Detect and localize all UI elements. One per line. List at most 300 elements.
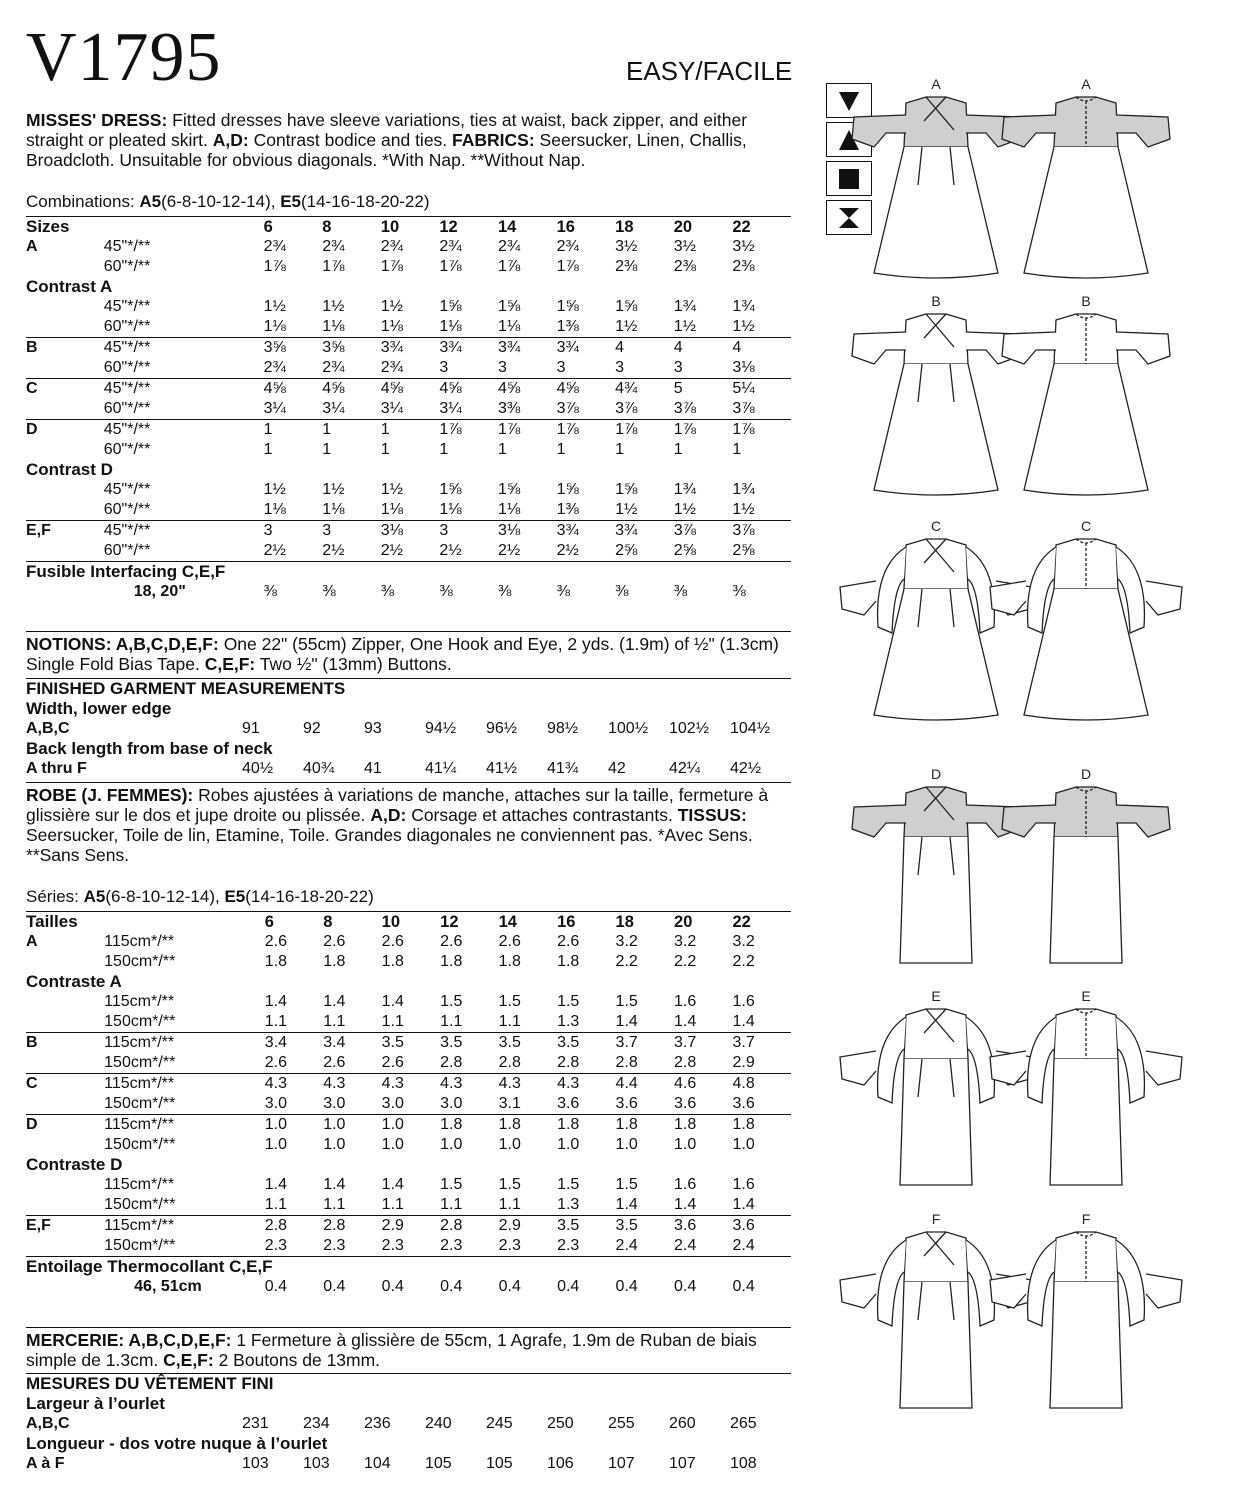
spacer	[26, 1012, 104, 1033]
yardage-value: 3¾	[381, 338, 440, 359]
yardage-value: 3.5	[382, 1033, 440, 1054]
text-segment: Seersucker, Toile de lin, Etamine, Toile. Grandes diagonales ne conviennent pas. *Avec Sens. **Sans Sens.	[26, 825, 753, 865]
fabric-width: 115cm*/**	[104, 993, 175, 1010]
yardage-value: 4.3	[440, 1074, 498, 1095]
yardage-value: 2.6	[440, 933, 463, 950]
yardage-value: 1⅛	[263, 318, 286, 335]
length-value: 108	[730, 1455, 757, 1472]
text-segment: 2 Boutons de 13mm.	[213, 1350, 381, 1370]
spacer	[26, 480, 104, 500]
length-value: 40¾	[303, 760, 335, 777]
text-segment: Séries:	[26, 887, 84, 906]
spacer	[26, 257, 104, 277]
fabric-width: 45"*/**	[104, 420, 264, 441]
view-d-sketch	[828, 765, 1218, 980]
front-view	[852, 766, 1020, 963]
yardage-value: 3⅞	[615, 400, 638, 417]
view-label: C	[26, 379, 104, 400]
width-value: 100½	[608, 720, 649, 737]
view-label: Contraste D	[26, 1155, 123, 1174]
yardage-value: 1.6	[674, 1176, 697, 1193]
yardage-value: 2.8	[440, 1054, 463, 1071]
fabric-width: 150cm*/**	[104, 1136, 176, 1153]
view-a-sketch	[828, 75, 1218, 290]
yardage-value: 1⅝	[556, 481, 579, 498]
spacer	[26, 1195, 104, 1216]
yardage-value: 1.8	[440, 953, 463, 970]
yardage-value: 3.0	[440, 1095, 463, 1112]
yardage-value: 3¼	[439, 400, 462, 417]
size-header: 8	[322, 217, 381, 238]
yardage-value: 2¾	[556, 238, 579, 255]
view-letter: F	[931, 1211, 941, 1227]
yardage-value: 4.3	[382, 1074, 440, 1095]
yardage-value: 3⅜	[497, 400, 521, 417]
view-letter: D	[930, 766, 942, 782]
yardage-value: 2.6	[323, 1054, 346, 1071]
yardage-value: 1⅛	[322, 318, 345, 335]
yardage-value: 3¾	[557, 338, 616, 359]
sleeve-left	[1028, 1240, 1056, 1326]
yardage-value: 4⅝	[381, 379, 440, 400]
view-label: B	[26, 1033, 104, 1054]
spacer	[26, 399, 104, 420]
length-value: 105	[486, 1455, 513, 1472]
yardage-value: 2.4	[732, 1237, 755, 1254]
yardage-value: 1.3	[557, 1196, 580, 1213]
pattern-number: V1795	[26, 19, 222, 96]
yardage-value: 2⅝	[732, 542, 755, 559]
yardage-row	[26, 1033, 791, 1054]
yardage-value: 3	[556, 359, 566, 376]
yardage-value: 2¾	[322, 359, 345, 376]
yardage-value: 2¾	[380, 238, 404, 255]
yardage-value: 1.4	[264, 1176, 287, 1193]
yardage-row	[26, 992, 791, 1012]
sleeve-flounce-left	[840, 1051, 876, 1085]
yardage-value: 2¾	[439, 238, 462, 255]
yardage-value: 2.3	[264, 1237, 287, 1254]
yardage-value: 1⅛	[380, 501, 404, 518]
yardage-value: 1.4	[323, 1176, 346, 1193]
interfacing-label: Fusible Interfacing C,E,F	[26, 562, 791, 583]
yardage-row	[26, 338, 791, 359]
yardage-value: 1.1	[264, 1013, 287, 1030]
yardage-value: 1.4	[323, 993, 346, 1010]
fr-notions	[26, 1330, 791, 1370]
yardage-row	[26, 932, 791, 952]
yardage-value: 3½	[673, 238, 696, 255]
spacer	[26, 992, 104, 1012]
yardage-value: 3⅞	[732, 400, 755, 417]
yardage-value: 1⅞	[615, 420, 674, 441]
yardage-row	[26, 317, 791, 338]
yardage-value: 2.8	[498, 1054, 521, 1071]
fr-notions-divider	[26, 1327, 791, 1328]
size-header: 12	[440, 912, 498, 933]
yardage-value: 1.1	[264, 1196, 287, 1213]
view-label: C	[26, 1074, 104, 1095]
yardage-row	[26, 480, 791, 500]
yardage-value: 3⅞	[674, 521, 733, 542]
yardage-value: 1⅝	[615, 481, 638, 498]
yardage-value: 2.9	[382, 1216, 440, 1237]
fabric-width: 60"*/**	[103, 501, 151, 518]
interfacing-value: 0.4	[381, 1278, 404, 1295]
text-segment: (14-16-18-20-22)	[245, 887, 374, 906]
bold-label: MERCERIE: A,B,C,D,E,F:	[26, 1330, 232, 1350]
view-e-sketch	[828, 987, 1218, 1202]
cape-tie-right	[1116, 115, 1170, 147]
yardage-value: 3.0	[323, 1095, 346, 1112]
yardage-value: 2¾	[263, 359, 286, 376]
yardage-value: 3.2	[674, 933, 697, 950]
yardage-value: 2.6	[381, 1054, 404, 1071]
yardage-value: 3¼	[322, 400, 345, 417]
view-label: Contraste A	[26, 972, 122, 991]
bold-label: C,E,F:	[163, 1350, 214, 1370]
yardage-value: 2.8	[557, 1054, 580, 1071]
bodice	[904, 97, 968, 147]
yardage-value: 2.2	[674, 953, 697, 970]
spacer	[26, 1277, 104, 1297]
yardage-value: 4.8	[732, 1074, 791, 1095]
view-label: E,F	[26, 521, 104, 542]
yardage-value: 1½	[615, 318, 638, 335]
fr-combinations	[26, 887, 791, 907]
bodice	[904, 1009, 968, 1059]
yardage-value: 1.5	[615, 993, 638, 1010]
yardage-row	[26, 541, 791, 562]
yardage-value: 3.7	[674, 1033, 732, 1054]
yardage-value: 1⅞	[498, 420, 557, 441]
view-label: B	[26, 338, 104, 359]
yardage-value: 3.5	[440, 1033, 498, 1054]
interfacing-value: 0.4	[264, 1278, 287, 1295]
yardage-value: 2.8	[265, 1216, 323, 1237]
spacer	[26, 1175, 104, 1195]
views-label: A à F	[26, 1455, 65, 1472]
interfacing-value: 0.4	[440, 1278, 463, 1295]
bold-label: TISSUS:	[677, 805, 747, 825]
sleeve-flounce-left	[840, 1274, 876, 1308]
yardage-value: 2.6	[381, 933, 404, 950]
yardage-value: 1	[322, 420, 381, 441]
yardage-value: 2.4	[674, 1237, 697, 1254]
cape-tie-left	[1002, 805, 1056, 837]
yardage-value: 1⅞	[439, 420, 498, 441]
yardage-row	[26, 1216, 791, 1237]
yardage-value: 1	[439, 441, 449, 458]
yardage-value: 3.6	[732, 1216, 791, 1237]
yardage-value: 3⅞	[673, 400, 696, 417]
length-value: 40½	[242, 760, 274, 777]
yardage-row	[26, 297, 791, 317]
yardage-value: 3½	[615, 238, 638, 255]
yardage-value: 2⅜	[732, 258, 755, 275]
sleeve-right	[1116, 1240, 1144, 1326]
width-value: 96½	[486, 720, 518, 737]
yardage-row	[26, 1012, 791, 1033]
length-value: 105	[425, 1455, 452, 1472]
yardage-value: 3¾	[557, 521, 616, 542]
yardage-value: 1.4	[264, 993, 287, 1010]
size-header: 10	[382, 912, 440, 933]
cape-tie-left	[1002, 115, 1056, 147]
yardage-value: 1.8	[732, 1115, 791, 1136]
interfacing-value: 0.4	[557, 1278, 580, 1295]
yardage-value: 1.5	[557, 993, 580, 1010]
yardage-value: 3¼	[263, 400, 286, 417]
yardage-value: 1½	[380, 298, 404, 315]
width-value: 231	[242, 1415, 269, 1432]
yardage-value: 1.1	[440, 1013, 463, 1030]
yardage-value: 1½	[732, 318, 755, 335]
yardage-value: 3.5	[616, 1216, 674, 1237]
spacer	[26, 440, 104, 460]
yardage-value: 1⅜	[556, 318, 579, 335]
yardage-value: 1	[380, 441, 390, 458]
finished-title-row	[26, 1374, 791, 1394]
fabric-width: 115cm*/**	[104, 1176, 175, 1193]
front-view	[852, 293, 1020, 495]
yardage-value: 3.4	[323, 1033, 381, 1054]
length-value: 107	[608, 1455, 635, 1472]
yardage-value: 1.0	[732, 1136, 755, 1153]
yardage-value: 1½	[263, 298, 286, 315]
interfacing-value: ⅜	[380, 583, 395, 600]
spacer	[26, 358, 104, 379]
length-value: 103	[242, 1455, 269, 1472]
cape-tie-left	[1002, 332, 1056, 364]
width-value: 240	[425, 1415, 452, 1432]
yardage-value: 3	[615, 359, 625, 376]
yardage-value: 1.0	[264, 1136, 287, 1153]
size-header: 22	[732, 217, 791, 238]
yardage-value: 1.1	[498, 1013, 521, 1030]
yardage-value: 1.5	[440, 993, 463, 1010]
yardage-value: 1	[381, 420, 440, 441]
sleeve-left	[878, 1017, 906, 1103]
yardage-value: 2½	[322, 542, 345, 559]
fabric-width: 45"*/**	[104, 338, 264, 359]
yardage-value: 1¾	[732, 481, 755, 498]
width-row	[26, 1414, 791, 1434]
length-label-row	[26, 739, 791, 759]
interfacing-value: ⅜	[556, 583, 570, 600]
fabric-width: 115cm*/**	[104, 1216, 265, 1237]
view-letter: E	[1081, 988, 1091, 1004]
yardage-value: 1.8	[440, 1115, 498, 1136]
yardage-value: 1.5	[615, 1176, 638, 1193]
yardage-value: 1.0	[323, 1115, 381, 1136]
text-segment: Combinations:	[26, 192, 140, 211]
text-segment: Fitted dresses have sleeve variations, ties at waist, back zipper, and either straight or pleated skirt.	[26, 110, 748, 150]
views-label: A,B,C	[26, 720, 70, 737]
yardage-value: 3.6	[674, 1095, 697, 1112]
yardage-value: 1	[263, 441, 273, 458]
interfacing-value: ⅜	[673, 583, 688, 600]
interfacing-value: ⅜	[263, 583, 277, 600]
yardage-value: 4.3	[265, 1074, 323, 1095]
yardage-value: 2.4	[615, 1237, 638, 1254]
yardage-value: 4.4	[616, 1074, 674, 1095]
yardage-value: 1	[673, 441, 683, 458]
yardage-value: 3.5	[557, 1216, 615, 1237]
yardage-value: 3.4	[265, 1033, 323, 1054]
yardage-value: 1.5	[498, 993, 521, 1010]
width-value: 104½	[730, 720, 771, 737]
yardage-value: 2.3	[498, 1237, 521, 1254]
yardage-value: 1⅝	[556, 298, 579, 315]
yardage-value: 5	[674, 379, 733, 400]
yardage-value: 1⅞	[497, 258, 521, 275]
yardage-value: 1.0	[265, 1115, 323, 1136]
bold-label: C,E,F:	[204, 654, 256, 674]
view-letter: D	[1080, 766, 1092, 782]
finished-measurements-title: MESURES DU VÊTEMENT FINI	[26, 1374, 274, 1393]
yardage-value: 1.8	[264, 953, 287, 970]
interfacing-value: ⅜	[615, 583, 629, 600]
yardage-value: 2.6	[264, 1054, 287, 1071]
en-notions	[26, 634, 791, 674]
yardage-value: 2½	[263, 542, 286, 559]
fabric-width: 150cm*/**	[104, 1196, 176, 1213]
length-value: 104	[364, 1455, 391, 1472]
cape-tie-right	[1116, 805, 1170, 837]
yardage-value: 1⅝	[439, 298, 462, 315]
fabric-width: 150cm*/**	[104, 1095, 176, 1112]
yardage-value: 1½	[673, 318, 696, 335]
size-header: 16	[557, 217, 616, 238]
fabric-width: 60"*/**	[103, 400, 151, 417]
yardage-value: 4	[615, 338, 674, 359]
yardage-value: 1⅜	[556, 501, 579, 518]
yardage-value: 2.3	[381, 1237, 404, 1254]
sizes-label: Sizes	[26, 217, 104, 238]
yardage-row	[26, 952, 791, 972]
yardage-value: 1.0	[382, 1115, 440, 1136]
yardage-value: 1.0	[323, 1136, 346, 1153]
text-segment: Two ½" (13mm) Buttons.	[255, 654, 452, 674]
length-value: 107	[669, 1455, 696, 1472]
length-row	[26, 1454, 791, 1474]
skirt	[874, 364, 998, 495]
yardage-value: 2.6	[264, 933, 287, 950]
yardage-value: 2.9	[499, 1216, 557, 1237]
sizes-label: Tailles	[26, 912, 104, 933]
yardage-value: 2¾	[263, 238, 286, 255]
skirt	[1024, 147, 1148, 278]
yardage-value: 3.7	[616, 1033, 674, 1054]
front-view	[840, 518, 1032, 720]
yardage-value: 4⅝	[439, 379, 498, 400]
fr-finished-measurements	[26, 1374, 791, 1474]
length-value: 103	[303, 1455, 330, 1472]
size-header: 20	[674, 217, 733, 238]
bold-label: A5	[83, 887, 106, 906]
yardage-row	[26, 399, 791, 420]
width-label-row	[26, 699, 791, 719]
yardage-value: 3⅛	[381, 521, 440, 542]
yardage-value: 1½	[322, 298, 345, 315]
yardage-value: 1⅝	[497, 298, 521, 315]
interfacing-row	[26, 1277, 791, 1297]
yardage-value: 3.6	[674, 1216, 732, 1237]
size-header: 10	[381, 217, 440, 238]
interfacing-width: 18, 20"	[133, 583, 186, 600]
length-value: 41¼	[425, 760, 457, 777]
skirt	[1050, 1282, 1122, 1408]
yardage-value: 1¾	[732, 298, 755, 315]
sleeve-flounce-right	[1146, 581, 1182, 615]
view-label: Contrast A	[26, 277, 113, 296]
yardage-value: 1	[497, 441, 507, 458]
bold-label: E5	[280, 192, 301, 211]
yardage-value: 4	[674, 338, 733, 359]
difficulty-level: EASY/FACILE	[626, 56, 793, 86]
yardage-value: 2.2	[732, 953, 755, 970]
yardage-value: 1⅛	[439, 318, 462, 335]
yardage-value: 4.3	[557, 1074, 615, 1095]
spacer	[26, 1094, 104, 1115]
width-value: 93	[364, 720, 382, 737]
view-letter: C	[930, 518, 942, 534]
fabric-width: 60"*/**	[103, 441, 151, 458]
yardage-value: 1	[732, 441, 742, 458]
skirt	[1050, 1059, 1122, 1185]
yardage-value: 2⅝	[673, 542, 696, 559]
yardage-value: 1.0	[674, 1136, 697, 1153]
view-label: D	[26, 420, 104, 441]
yardage-value: 1½	[380, 481, 404, 498]
yardage-value: 3	[264, 521, 323, 542]
spacer	[26, 541, 104, 562]
yardage-value: 1½	[615, 501, 638, 518]
yardage-value: 1⅞	[732, 420, 791, 441]
length-value: 41¾	[547, 760, 579, 777]
yardage-value: 1½	[732, 501, 755, 518]
yardage-value: 1⅞	[263, 258, 286, 275]
yardage-row	[26, 440, 791, 460]
yardage-value: 1.0	[498, 1136, 521, 1153]
spacer	[26, 1135, 104, 1155]
yardage-value: 1.4	[732, 1013, 755, 1030]
length-value: 41	[364, 760, 382, 777]
yardage-row	[26, 521, 791, 542]
yardage-value: 3¼	[380, 400, 404, 417]
yardage-value: 2⅜	[673, 258, 696, 275]
yardage-value: 1.8	[498, 953, 521, 970]
fr-yardage-table	[26, 911, 791, 1297]
text-segment: (6-8-10-12-14),	[161, 192, 281, 211]
width-label: Largeur à l’ourlet	[26, 1394, 165, 1413]
text-segment: One 22" (55cm) Zipper, One Hook and Eye, 2 yds. (1.9m) of ½" (1.3cm) Single Fold Bias Tape.	[26, 634, 779, 674]
width-label-row	[26, 1394, 791, 1414]
yardage-value: 1½	[322, 481, 345, 498]
yardage-value: 1⅞	[322, 258, 345, 275]
bold-label: NOTIONS: A,B,C,D,E,F:	[26, 634, 219, 654]
yardage-value: 3	[497, 359, 507, 376]
view-letter: B	[931, 293, 941, 309]
front-view	[852, 76, 1020, 278]
length-value: 42¼	[669, 760, 701, 777]
yardage-value: 1⅛	[322, 501, 345, 518]
yardage-value: 2¾	[380, 359, 404, 376]
view-c-sketch	[828, 517, 1218, 732]
interfacing-value: 0.4	[674, 1278, 697, 1295]
view-letter: E	[931, 988, 941, 1004]
